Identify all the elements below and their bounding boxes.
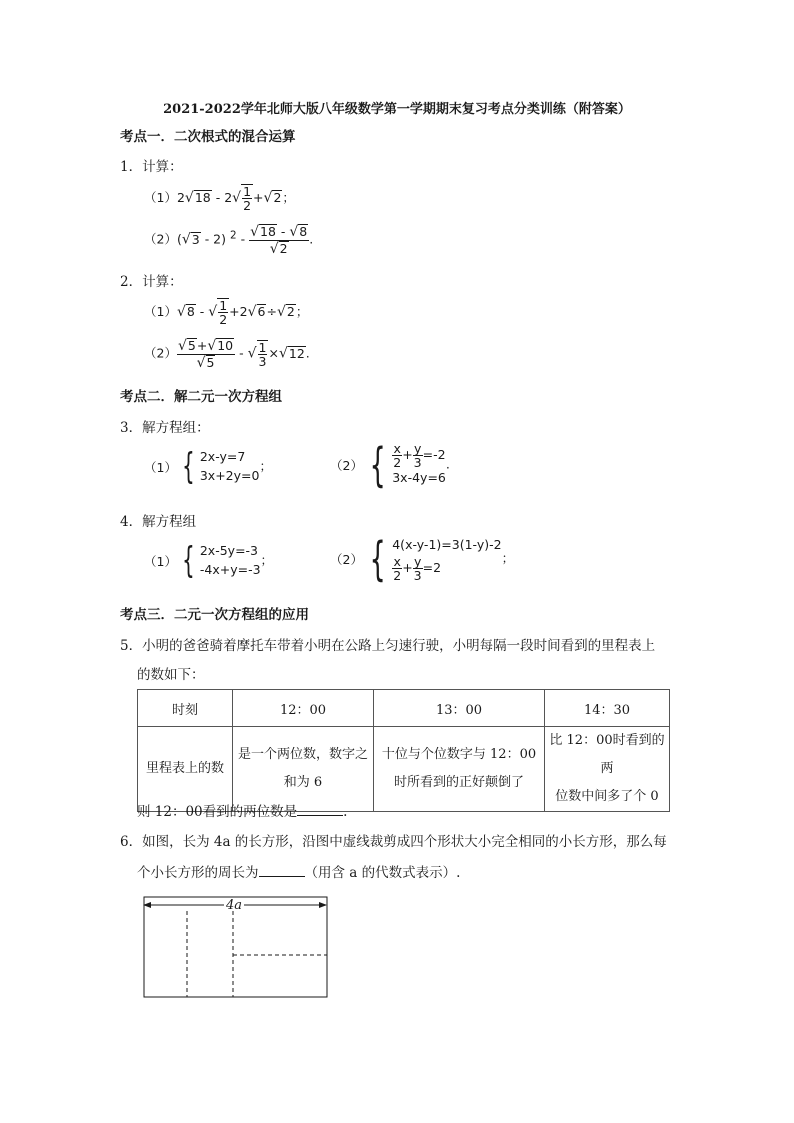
dimension-label: 4a	[225, 898, 243, 913]
question-5-line1: 5．小明的爸爸骑着摩托车带着小明在公路上匀速行驶，小明每隔一段时间看到的里程表上	[120, 638, 656, 654]
q4-part2: （2） { 4(x-y-1)=3(1-y)-2 $\frac{x}{2}$ + $\frac{y}{3}$ =2 ；	[330, 532, 515, 586]
table-cell	[545, 727, 670, 812]
q3-part1: （1） { 2x-y=7 3x+2y=0 ；	[144, 445, 272, 487]
cell-line: 是一个两位数，数字之	[237, 747, 368, 762]
rectangle-figure	[138, 892, 334, 1000]
q1-part1: （1）2√18 - 2√ $\frac{1}{2}$ +√2；	[144, 184, 295, 214]
cell-line: 位数中间多了个 0	[555, 789, 659, 804]
cell-line: 和为 6	[283, 775, 323, 790]
part-label: （1）	[144, 190, 177, 206]
table-header-cell: 时刻	[138, 690, 233, 727]
q2-part1: （1）√8 - √ $\frac{1}{2}$ +2√6÷√2；	[144, 298, 309, 328]
question-4: 4．解方程组	[120, 514, 197, 530]
question-1: 1．计算：	[120, 159, 183, 175]
table-cell	[374, 727, 545, 812]
q4-part1: （1） { 2x-5y=-3 -4x+y=-3 ；	[144, 539, 274, 581]
question-2: 2．计算：	[120, 274, 183, 290]
table-header-cell: 13：00	[374, 690, 545, 727]
question-5-line2: 的数如下：	[137, 667, 205, 683]
question-3: 3．解方程组：	[120, 420, 210, 436]
table-header-cell: 14：30	[545, 690, 670, 727]
question-6-prompt: 个小长方形的周长为	[137, 865, 259, 881]
question-6-line1: 6．如图，长为 4a 的长方形，沿图中虚线裁剪成四个形状大小完全相同的小长方形，那么每	[120, 834, 667, 850]
table-cell	[233, 727, 374, 812]
q3-part2: （2） { $\frac{x}{2}$ + $\frac{y}{3}$ =-2 3x-4y=6 .	[330, 438, 450, 492]
answer-blank	[297, 803, 343, 816]
section-heading-3: 考点三．二元一次方程组的应用	[120, 607, 309, 623]
cell-line: 时所看到的正好颠倒了	[393, 775, 524, 790]
q2-part2: （2） $\frac{√5+√10}{√5}$ - √ $\frac{1}{3}$ ×√12.	[144, 338, 310, 371]
table-header-cell: 12：00	[233, 690, 374, 727]
part-label: （2）	[330, 458, 363, 473]
page-title: 2021-2022学年北师大版八年级数学第一学期期末复习考点分类训练（附答案）	[163, 102, 631, 117]
part-label: （1）	[144, 553, 177, 569]
question-6-hint: （用含 a 的代数式表示）.	[304, 865, 461, 881]
part-label: （2）	[330, 552, 363, 567]
section-heading-1: 考点一．二次根式的混合运算	[120, 129, 296, 145]
part-label: （2）	[144, 345, 177, 361]
odometer-table	[137, 689, 670, 812]
table-row-label: 里程表上的数	[138, 727, 233, 812]
part-label: （1）	[144, 459, 177, 475]
part-label: （2）	[144, 231, 177, 247]
cell-line: 比 12：00时看到的两	[549, 733, 665, 776]
section-heading-2: 考点二．解二元一次方程组	[120, 389, 282, 405]
cell-line: 十位与个位数字与 12：00	[381, 747, 537, 762]
question-5-prompt: 则 12：00看到的两位数是	[137, 804, 298, 820]
question-5-answer-line: 则 12：00看到的两位数是 .	[137, 804, 348, 820]
part-label: （1）	[144, 304, 177, 320]
answer-blank	[259, 864, 305, 877]
question-6-line2	[137, 861, 460, 881]
q1-part2: （2）(√3 - 2) $^2$ - $\frac{√18 - √8}{√2}$ .	[144, 224, 314, 257]
